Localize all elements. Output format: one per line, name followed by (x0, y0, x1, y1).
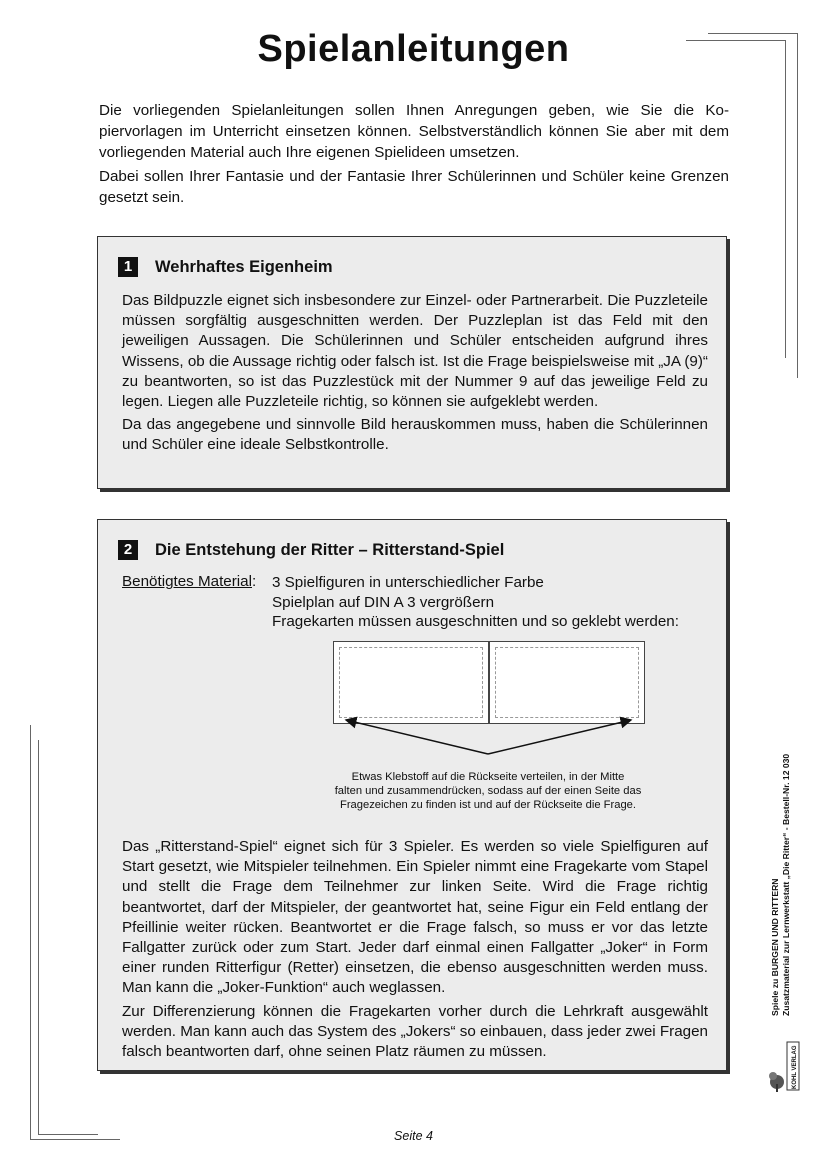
material-item: 3 Spielfiguren in unterschiedlicher Farbe (272, 574, 544, 591)
intro-paragraph-2: Dabei sollen Ihrer Fantasie und der Fantasie Ihrer Schülerinnen und Schüler keine Grenzen gesetzt sein. (99, 168, 729, 206)
page-number: Seite 4 (394, 1129, 433, 1143)
section-1-paragraph-1: Das Bildpuzzle eignet sich insbesondere zur Einzel- oder Partnerarbeit. Die Puzzleteile müssen sorgfältig ausgeschnitten werden. Der Puzzleplan ist das Feld mit den jeweiligen Aussagen. Die Schülerinnen und Schüler entscheiden aufgrund ihres Wissens, ob die Aussage richtig oder falsch ist. Ist die Frage beispielsweise mit „JA (9)“ zu beantworten, so ist das Puzzlestück mit der Nummer 9 auf das jeweilige Feld zu legen. Liegen alle Puzzleteile richtig, so können sie aufgeklebt werden. (122, 292, 708, 411)
section-1-paragraph-2: Da das angegebene und sinnvolle Bild herauskommen muss, haben die Schülerinnen und Schüler eine ideale Selbstkontrolle. (122, 416, 708, 454)
section-2-header (118, 540, 504, 560)
side-line-2: Zusatzmaterial zur Lernwerkstatt „Die Ritter“ - Bestell-Nr. 12 030 (781, 753, 791, 1016)
section-1-header (118, 257, 333, 277)
section-2-paragraph-1: Das „Ritterstand-Spiel“ eignet sich für 3 Spieler. Es werden so viele Spielfiguren auf Start gesetzt, wie Mitspieler teilnehmen. Ein Spieler nimmt eine Fragekarte vom Stapel und stellt die Frage dem Teilnehmer zur linken Seite. Wird die Frage richtig beantwortet, darf der Mitspieler, der geantwortet hat, seine Figur ein Feld entlang der Pfeillinie weiter rücken. Beantwortet er die Frage falsch, so muss er vor das letzte Fallgatter zurück oder zum Start. Jeder darf einmal einen Fallgatter „Joker“ in Form einer runden Ritterfigur (Retter) einsetzen, die ebenso ausgeschnitten werden muss. Man kann die „Joker-Funktion“ auch weglassen. (122, 838, 708, 997)
gluing-instruction-caption (258, 770, 718, 813)
material-list (272, 573, 679, 632)
intro-paragraph-1: Die vorliegenden Spielanleitungen sollen Ihnen Anregungen geben, wie Sie die Kopiervorlagen im Unterricht einsetzen können. Selbstverständlich können Sie aber mit dem vorliegenden Material auch Ihre eigenen Spielideen umsetzen. (99, 102, 729, 161)
material-item: Spielplan auf DIN A 3 vergrößern (272, 593, 495, 611)
section-2-title: Die Entstehung der Ritter – Ritterstand-Spiel (155, 540, 505, 559)
caption-line: falten und zusammendrücken, sodass auf der einen Seite das (334, 785, 642, 798)
section-box-2 (97, 519, 727, 1071)
logo-text: KOHL VERLAG (792, 1045, 798, 1089)
caption-line: Fragezeichen zu finden ist und auf der Rückseite die Frage. (339, 799, 636, 812)
material-item: Fragekarten müssen ausgeschnitten und so geklebt werden: (272, 613, 679, 630)
caption-line: Etwas Klebstoff auf die Rückseite verteilen, in der Mitte (351, 771, 625, 783)
arrow-right (488, 720, 631, 754)
frame-line-bottom-left-v (30, 725, 31, 1140)
side-line-1: Spiele zu BURGEN UND RITTERN (770, 878, 780, 1016)
intro-text (99, 100, 729, 211)
arrow-left (346, 720, 488, 754)
section-2-body (122, 837, 708, 1065)
material-label-colon: : (252, 573, 257, 590)
section-box-1 (97, 236, 727, 489)
publisher-logo (765, 1040, 805, 1094)
page-title: Spielanleitungen (257, 28, 570, 70)
material-label-text: Benötigtes Material (122, 573, 253, 590)
frame-line-bottom-left-v2 (38, 740, 39, 1135)
section-1-body (122, 291, 708, 459)
section-2-paragraph-2: Zur Differenzierung können die Fragekarten vorher durch die Lehrkraft ausgewählt werden. Man kann auch das System des „Jokers“ so einbauen, dass jeder zwei Fragen falsch beantworten darf, ohne seinen Platz räumen zu müssen. (122, 1002, 708, 1061)
section-1-title: Wehrhaftes Eigenheim (155, 257, 333, 276)
frame-line-top-right-v (797, 33, 798, 378)
card-cut-line (495, 647, 639, 718)
side-publisher-text (770, 754, 792, 1016)
question-card-right (489, 641, 645, 724)
card-cut-line (339, 647, 483, 718)
material-label (122, 573, 256, 590)
section-2-number: 2 (118, 540, 138, 560)
frame-line-top-right-v2 (785, 40, 786, 358)
question-card-left (333, 641, 489, 724)
section-1-number: 1 (118, 257, 138, 277)
